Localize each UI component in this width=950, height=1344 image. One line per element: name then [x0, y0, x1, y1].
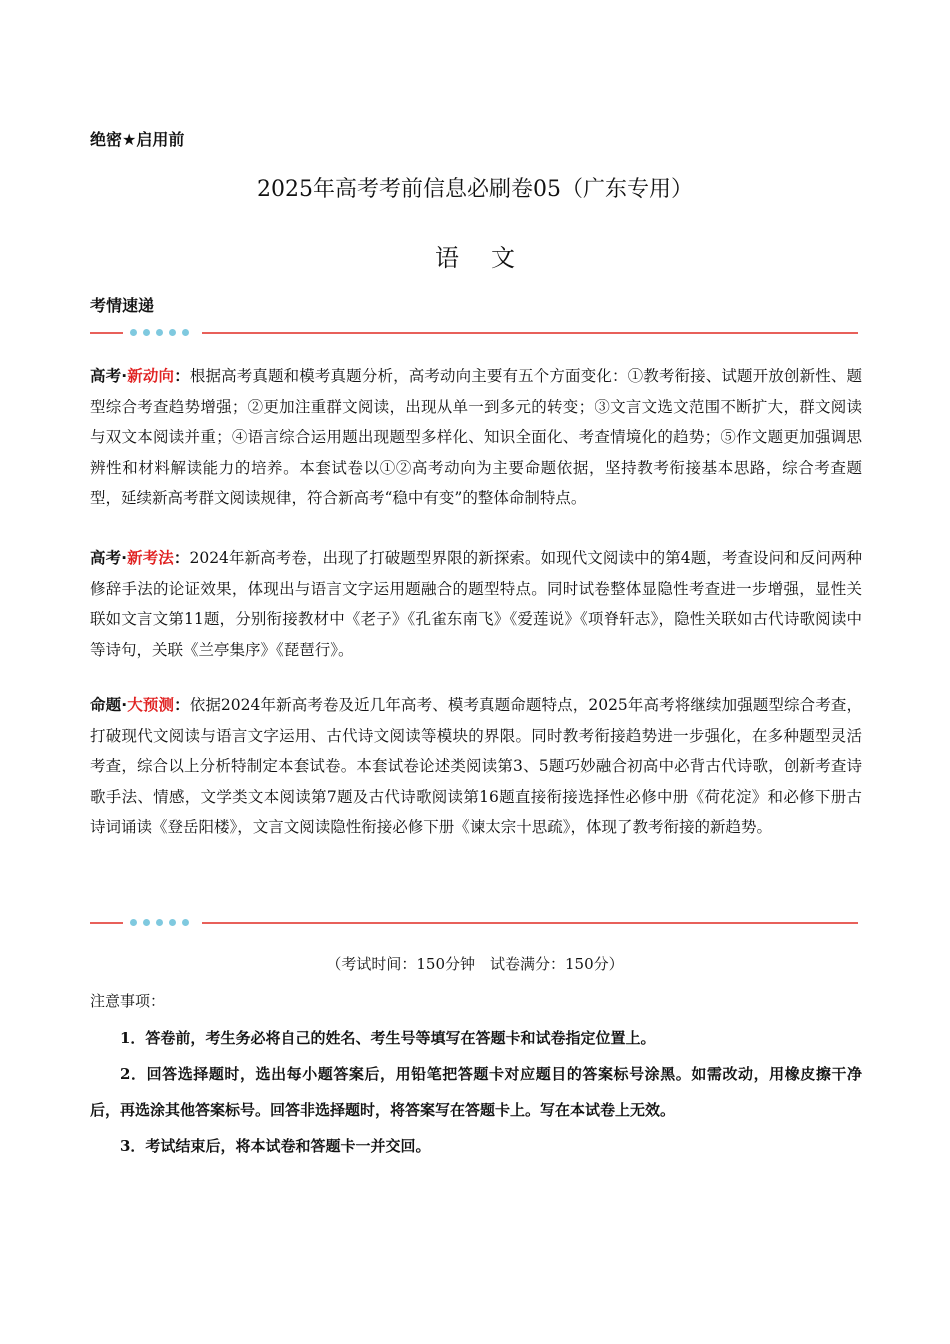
paragraph-new-methods — [90, 543, 862, 665]
label-suffix: ： — [174, 367, 190, 385]
note-item: 2．回答选择题时，选出每小题答案后，用铅笔把答题卡对应题目的答案标号涂黑。如需改动，用橡皮擦干净后，再选涂其他答案标号。回答非选择题时，将答案写在答题卡上。写在本试卷上无效。 — [90, 1065, 862, 1119]
divider-dot — [130, 329, 137, 336]
note-item: 3．考试结束后，将本试卷和答题卡一并交回。 — [120, 1137, 431, 1155]
divider-line-left — [90, 922, 123, 924]
divider-dot — [143, 329, 150, 336]
label-prefix: 高考· — [90, 549, 128, 567]
confidential-mark: 绝密★启用前 — [90, 130, 185, 149]
label-suffix: ： — [174, 696, 190, 714]
paragraph-label — [90, 696, 190, 714]
notes-heading: 注意事项： — [90, 992, 166, 1010]
section-heading: 考情速递 — [90, 296, 155, 315]
top-divider — [90, 327, 858, 339]
subject-title: 语文 — [435, 244, 547, 272]
paragraph-text: 依据2024年新高考卷及近几年高考、模考真题命题特点，2025年高考将继续加强题型综合考查，打破现代文阅读与语言文字运用、古代诗文阅读等模块的界限。同时教考衔接趋势进一步强化，在多种题型灵活考查，综合以上分析特制定本套试卷。本套试卷论述类阅读第3、5题巧妙融合初高中必背古代诗歌，创新考查诗歌手法、情感，文学类文本阅读第7题及古代诗歌阅读第16题直接衔接选择性必修中册《荷花淀》和必修下册古诗词诵读《登岳阳楼》，文言文阅读隐性衔接必修下册《谏太宗十思疏》，体现了教考衔接的新趋势。 — [90, 696, 862, 836]
divider-line-right — [202, 332, 858, 334]
paragraph-prediction — [90, 690, 862, 843]
notes-list — [90, 1020, 862, 1164]
paragraph-label — [90, 367, 190, 385]
label-suffix: ： — [173, 549, 190, 567]
label-prefix: 高考· — [90, 367, 128, 385]
divider-dots — [130, 329, 200, 337]
paragraph-new-trends — [90, 361, 862, 514]
divider-dot — [182, 329, 189, 336]
page-title: 2025年高考考前信息必刷卷05（广东专用） — [257, 177, 693, 202]
divider-line-left — [90, 332, 123, 334]
paragraph-text: 2024年新高考卷，出现了打破题型界限的新探索。如现代文阅读中的第4题，考查设问和反问两种修辞手法的论证效果，体现出与语言文字运用题融合的题型特点。同时试卷整体显隐性考查进一步增强，显性关联如文言文第11题，分别衔接教材中《老子》《孔雀东南飞》《爱莲说》《项脊轩志》，隐性关联如古代诗歌阅读中等诗句，关联《兰亭集序》《琵琶行》。 — [90, 549, 862, 659]
label-highlight: 新动向 — [127, 367, 175, 385]
divider-dot — [169, 329, 176, 336]
divider-line-right — [202, 922, 858, 924]
divider-dot — [156, 329, 163, 336]
paragraph-label — [90, 549, 189, 567]
note-item: 1．答卷前，考生务必将自己的姓名、考生号等填写在答题卡和试卷指定位置上。 — [120, 1029, 656, 1047]
label-highlight: 大预测 — [127, 696, 175, 714]
divider-dot — [130, 919, 137, 926]
divider-dot — [182, 919, 189, 926]
bottom-divider — [90, 917, 858, 929]
divider-dots — [130, 919, 200, 927]
divider-dot — [143, 919, 150, 926]
divider-dot — [156, 919, 163, 926]
exam-info: （考试时间：150分钟 试卷满分：150分） — [326, 955, 624, 973]
paragraph-text: 根据高考真题和模考真题分析，高考动向主要有五个方面变化：①教考衔接、试题开放创新性、题型综合考查趋势增强；②更加注重群文阅读，出现从单一到多元的转变；③文言文选文范围不断扩大，群文阅读与双文本阅读并重；④语言综合运用题出现题型多样化、知识全面化、考查情境化的趋势；⑤作文题更加强调思辨性和材料解读能力的培养。本套试卷以①②高考动向为主要命题依据，坚持教考衔接基本思路，综合考查题型，延续新高考群文阅读规律，符合新高考“稳中有变”的整体命制特点。 — [90, 367, 862, 507]
label-highlight: 新考法 — [127, 549, 174, 567]
label-prefix: 命题· — [90, 696, 128, 714]
divider-dot — [169, 919, 176, 926]
